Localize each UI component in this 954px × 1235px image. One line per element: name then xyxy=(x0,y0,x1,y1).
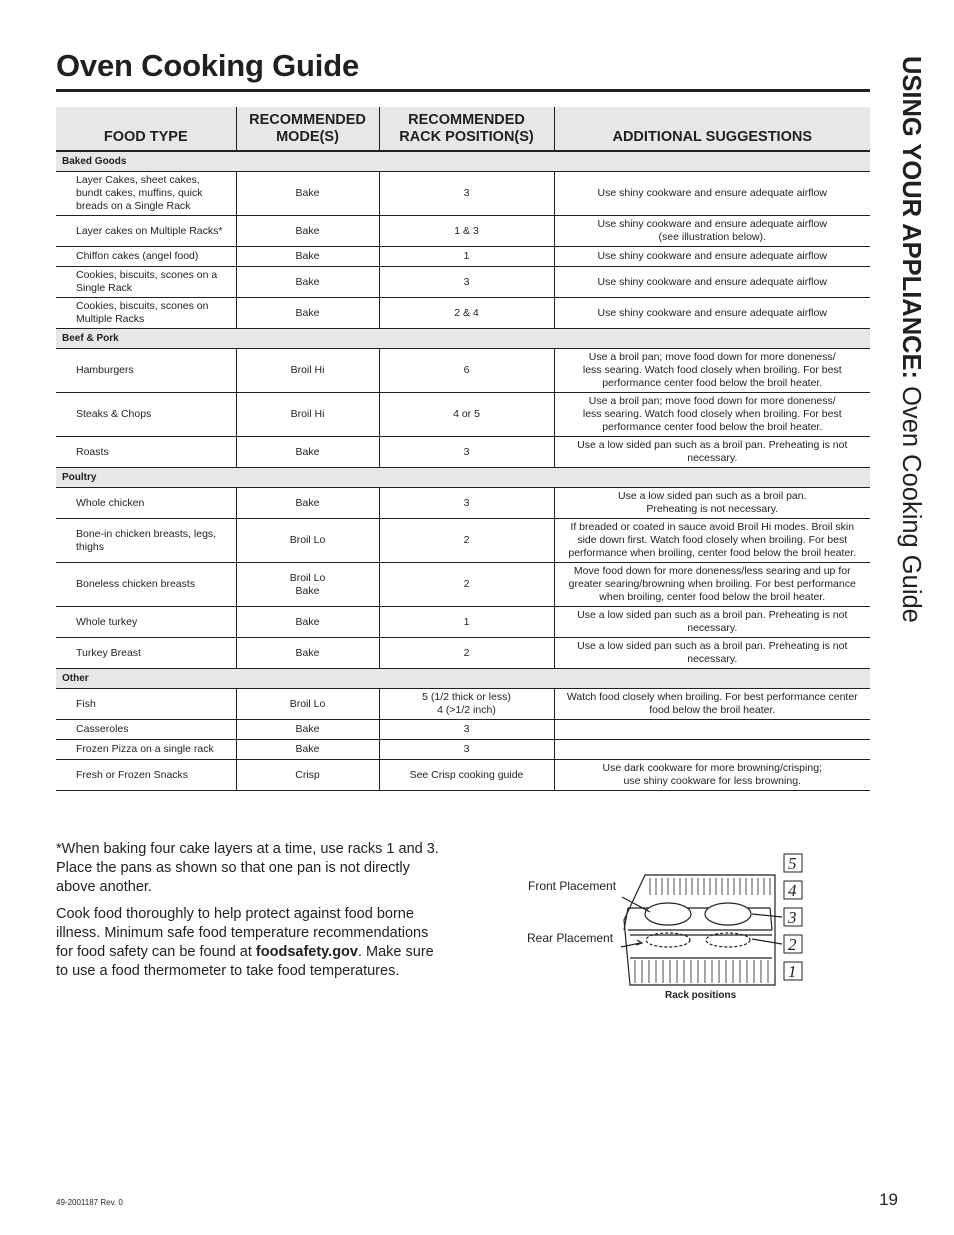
food-type-cell: Chiffon cakes (angel food) xyxy=(56,247,236,267)
header-food-type: FOOD TYPE xyxy=(56,107,236,151)
suggestion-cell: If breaded or coated in sauce avoid Broil Hi modes. Broil skin side down first. Watch food closely when broiling. For best performance when broiling, center food below the broil heater. xyxy=(554,519,870,563)
rack-cell: 2 xyxy=(379,519,554,563)
food-type-cell: Layer Cakes, sheet cakes, bundt cakes, muffins, quick breads on a Single Rack xyxy=(56,172,236,216)
group-label: Baked Goods xyxy=(56,151,870,172)
mode-cell: Bake xyxy=(236,740,379,760)
table-row xyxy=(56,488,870,519)
side-tab-topic: Oven Cooking Guide xyxy=(897,379,925,623)
food-type-cell: Cookies, biscuits, scones on Multiple Racks xyxy=(56,298,236,329)
cooking-guide-table xyxy=(56,107,870,791)
rack-cell: 3 xyxy=(379,740,554,760)
page-title: Oven Cooking Guide xyxy=(56,48,359,83)
table-row xyxy=(56,720,870,740)
rack-cell: 2 & 4 xyxy=(379,298,554,329)
notes xyxy=(56,840,448,989)
header-mode: RECOMMENDED MODE(S) xyxy=(236,107,379,151)
suggestion-cell: Watch food closely when broiling. For best performance center food below the broil heater. xyxy=(554,689,870,720)
mode-cell: Bake xyxy=(236,247,379,267)
food-type-cell: Cookies, biscuits, scones on a Single Rack xyxy=(56,267,236,298)
food-type-cell: Steaks & Chops xyxy=(56,393,236,437)
food-type-cell: Casseroles xyxy=(56,720,236,740)
rack-cell: 3 xyxy=(379,267,554,298)
table-row xyxy=(56,563,870,607)
header-rack: RECOMMENDED RACK POSITION(S) xyxy=(379,107,554,151)
suggestion-cell: Use shiny cookware and ensure adequate airflow xyxy=(554,172,870,216)
suggestion-cell: Use shiny cookware and ensure adequate airflow (see illustration below). xyxy=(554,216,870,247)
table-row xyxy=(56,519,870,563)
suggestion-cell xyxy=(554,720,870,740)
suggestion-cell: Use shiny cookware and ensure adequate airflow xyxy=(554,247,870,267)
mode-cell: Bake xyxy=(236,267,379,298)
side-tab-section: USING YOUR APPLIANCE: xyxy=(897,56,925,380)
suggestion-cell: Move food down for more doneness/less searing and up for greater searing/browning when broiling. For best performance when broiling, center food below the broil heater. xyxy=(554,563,870,607)
food-type-cell: Whole chicken xyxy=(56,488,236,519)
table-row xyxy=(56,689,870,720)
title-rule xyxy=(56,89,870,92)
rack-cell: 5 (1/2 thick or less) 4 (>1/2 inch) xyxy=(379,689,554,720)
mode-cell: Broil Hi xyxy=(236,349,379,393)
figure-caption: Rack positions xyxy=(665,990,737,1001)
group-row xyxy=(56,468,870,488)
mode-cell: Crisp xyxy=(236,760,379,791)
rack-cell: 4 or 5 xyxy=(379,393,554,437)
rear-placement-label: Rear Placement xyxy=(527,931,614,945)
food-type-cell: Frozen Pizza on a single rack xyxy=(56,740,236,760)
group-label: Poultry xyxy=(56,468,870,488)
suggestion-cell: Use a low sided pan such as a broil pan. Preheating is not necessary. xyxy=(554,437,870,468)
group-label: Other xyxy=(56,669,870,689)
table-row xyxy=(56,638,870,669)
rack-number-1: 1 xyxy=(788,962,797,981)
table-row xyxy=(56,740,870,760)
suggestion-cell: Use a broil pan; move food down for more doneness/ less searing. Watch food closely when broiling. For best performance center food below the broil heater. xyxy=(554,349,870,393)
suggestion-cell xyxy=(554,740,870,760)
rack-cell: 2 xyxy=(379,563,554,607)
mode-cell: Bake xyxy=(236,437,379,468)
table-row xyxy=(56,216,870,247)
mode-cell: Broil Hi xyxy=(236,393,379,437)
group-label: Beef & Pork xyxy=(56,329,870,349)
table-row xyxy=(56,760,870,791)
group-row xyxy=(56,151,870,172)
suggestion-cell: Use a broil pan; move food down for more doneness/ less searing. Watch food closely when broiling. For best performance center food below the broil heater. xyxy=(554,393,870,437)
table-row xyxy=(56,349,870,393)
table-row xyxy=(56,437,870,468)
multi-rack-note: *When baking four cake layers at a time, use racks 1 and 3. Place the pans as shown so that one pan is not directly above another. xyxy=(56,841,439,895)
group-row xyxy=(56,329,870,349)
rack-cell: 1 xyxy=(379,247,554,267)
rack-number-3: 3 xyxy=(788,908,797,927)
food-type-cell: Hamburgers xyxy=(56,349,236,393)
rack-cell: See Crisp cooking guide xyxy=(379,760,554,791)
side-tab xyxy=(892,56,932,756)
table-row xyxy=(56,607,870,638)
suggestion-cell: Use a low sided pan such as a broil pan. Preheating is not necessary. xyxy=(554,607,870,638)
suggestion-cell: Use shiny cookware and ensure adequate airflow xyxy=(554,267,870,298)
rack-cell: 2 xyxy=(379,638,554,669)
rack-number-4: 4 xyxy=(788,881,797,900)
food-type-cell: Turkey Breast xyxy=(56,638,236,669)
table-row xyxy=(56,267,870,298)
mode-cell: Bake xyxy=(236,172,379,216)
mode-cell: Broil Lo Bake xyxy=(236,563,379,607)
rack-number-5: 5 xyxy=(788,854,797,873)
food-type-cell: Fish xyxy=(56,689,236,720)
food-type-cell: Fresh or Frozen Snacks xyxy=(56,760,236,791)
table-row xyxy=(56,298,870,329)
rack-cell: 1 & 3 xyxy=(379,216,554,247)
food-type-cell: Layer cakes on Multiple Racks* xyxy=(56,216,236,247)
food-safety-note: Cook food thoroughly to help protect against food borne illness. Minimum safe food temperature recommendations for food safety can be found at foodsafety.gov. Make sure to use a food thermometer to take food temperatures. xyxy=(56,906,434,979)
suggestion-cell: Use a low sided pan such as a broil pan. Preheating is not necessary. xyxy=(554,488,870,519)
suggestion-cell: Use shiny cookware and ensure adequate airflow xyxy=(554,298,870,329)
rack-cell: 6 xyxy=(379,349,554,393)
suggestion-cell: Use dark cookware for more browning/crisping; use shiny cookware for less browning. xyxy=(554,760,870,791)
mode-cell: Bake xyxy=(236,216,379,247)
rack-cell: 3 xyxy=(379,437,554,468)
mode-cell: Bake xyxy=(236,720,379,740)
table-row xyxy=(56,393,870,437)
food-type-cell: Bone-in chicken breasts, legs, thighs xyxy=(56,519,236,563)
rack-cell: 3 xyxy=(379,172,554,216)
rack-cell: 1 xyxy=(379,607,554,638)
table-row xyxy=(56,247,870,267)
foodsafety-link[interactable]: foodsafety.gov xyxy=(255,944,358,960)
page-number: 19 xyxy=(879,1190,898,1209)
suggestion-cell: Use a low sided pan such as a broil pan. Preheating is not necessary. xyxy=(554,638,870,669)
rack-cell: 3 xyxy=(379,720,554,740)
food-type-cell: Boneless chicken breasts xyxy=(56,563,236,607)
rack-positions-diagram xyxy=(520,840,810,1010)
mode-cell: Bake xyxy=(236,298,379,329)
mode-cell: Bake xyxy=(236,488,379,519)
table-body xyxy=(56,151,870,791)
table-row xyxy=(56,172,870,216)
document-number: 49-2001187 Rev. 0 xyxy=(56,1198,123,1207)
group-row xyxy=(56,669,870,689)
mode-cell: Bake xyxy=(236,638,379,669)
rack-cell: 3 xyxy=(379,488,554,519)
food-type-cell: Whole turkey xyxy=(56,607,236,638)
header-suggestions: ADDITIONAL SUGGESTIONS xyxy=(554,107,870,151)
front-placement-label: Front Placement xyxy=(528,879,617,893)
mode-cell: Broil Lo xyxy=(236,689,379,720)
food-type-cell: Roasts xyxy=(56,437,236,468)
mode-cell: Broil Lo xyxy=(236,519,379,563)
mode-cell: Bake xyxy=(236,607,379,638)
rack-number-2: 2 xyxy=(788,935,797,954)
